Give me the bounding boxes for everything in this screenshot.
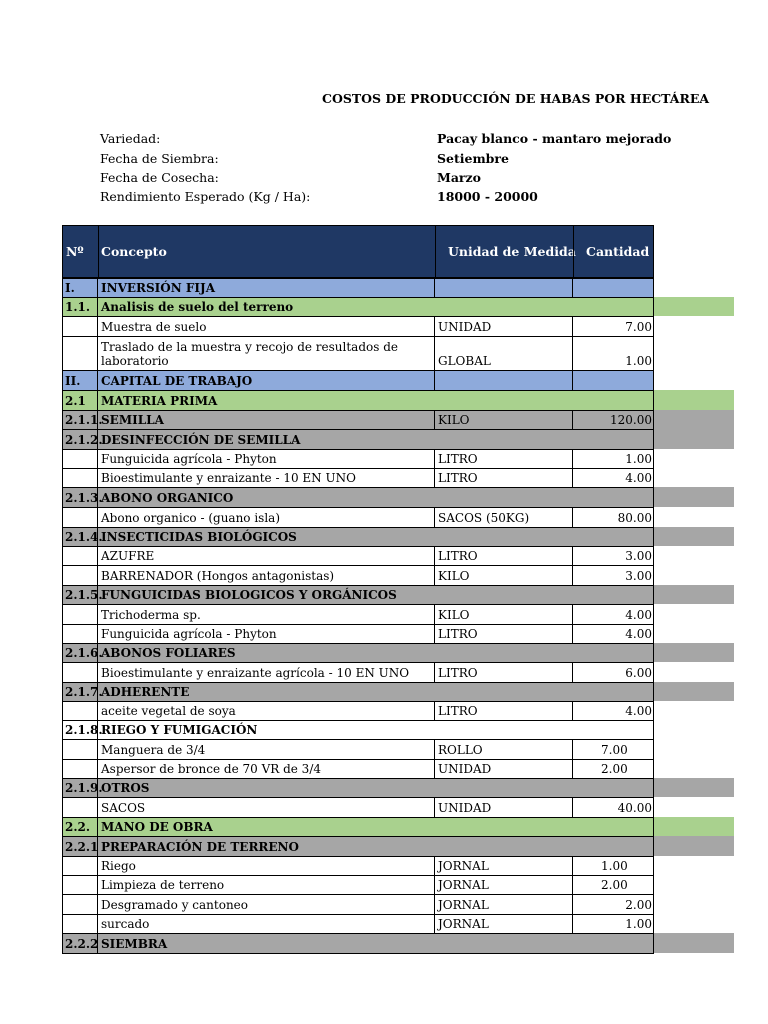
- page-title: COSTOS DE PRODUCCIÓN DE HABAS POR HECTÁREA: [322, 91, 710, 106]
- row-concept: ADHERENTE: [101, 685, 190, 699]
- row-number: 2.1.1.: [65, 413, 103, 427]
- row-quantity: 40.00: [617, 801, 652, 815]
- table-row: [62, 662, 654, 682]
- row-concept: SEMILLA: [101, 413, 164, 427]
- row-quantity: 6.00: [625, 666, 652, 680]
- row-quantity: 4.00: [625, 471, 652, 485]
- table-row: [62, 875, 654, 894]
- row-unit: ROLLO: [438, 743, 483, 757]
- table-row: [62, 507, 654, 527]
- row-number: I.: [65, 281, 75, 295]
- variety-label: Variedad:: [100, 131, 161, 146]
- row-quantity: 4.00: [625, 704, 652, 718]
- table-bottom-border: [62, 953, 654, 954]
- row-concept: Aspersor de bronce de 70 VR de 3/4: [101, 762, 321, 776]
- sowing-date-value: Setiembre: [437, 151, 509, 166]
- table-row: [62, 643, 734, 662]
- row-number: 2.2.1: [65, 840, 99, 854]
- row-quantity: 1.00: [625, 917, 652, 931]
- table-row: [62, 739, 654, 759]
- row-concept: aceite vegetal de soya: [101, 704, 236, 718]
- table-row: [62, 817, 734, 836]
- row-concept: Abono organico - (guano isla): [101, 511, 281, 525]
- row-unit: UNIDAD: [438, 320, 492, 334]
- row-concept: ABONO ORGANICO: [101, 491, 234, 505]
- table-row: [62, 546, 654, 565]
- table-row: [62, 759, 654, 778]
- sowing-date-label: Fecha de Siembra:: [100, 151, 219, 166]
- table-row: [62, 316, 654, 336]
- table-row: [62, 370, 654, 390]
- row-number: 2.1.7.: [65, 685, 103, 699]
- row-unit: LITRO: [438, 471, 478, 485]
- table-row: [62, 720, 654, 739]
- variety-value: Pacay blanco - mantaro mejorado: [437, 131, 672, 146]
- table-row: [62, 778, 734, 797]
- row-concept: INSECTICIDAS BIOLÓGICOS: [101, 530, 297, 544]
- row-quantity: 7.00: [601, 743, 628, 757]
- row-concept: Manguera de 3/4: [101, 743, 206, 757]
- row-concept: Muestra de suelo: [101, 320, 207, 334]
- row-number: 2.1.3.: [65, 491, 103, 505]
- row-unit: LITRO: [438, 452, 478, 466]
- row-unit: LITRO: [438, 549, 478, 563]
- row-unit: JORNAL: [438, 859, 489, 873]
- row-concept: Traslado de la muestra y recojo de resultados de laboratorio: [101, 340, 398, 368]
- row-concept: Trichoderma sp.: [101, 608, 201, 622]
- row-unit: LITRO: [438, 666, 478, 680]
- row-quantity: 4.00: [625, 608, 652, 622]
- row-quantity: 1.00: [601, 859, 628, 873]
- header-concept: Concepto: [101, 244, 167, 259]
- row-concept: BARRENADOR (Hongos antagonistas): [101, 569, 335, 583]
- row-concept: DESINFECCIÓN DE SEMILLA: [101, 433, 301, 447]
- table-row: [62, 682, 734, 701]
- row-unit: LITRO: [438, 627, 478, 641]
- table-row: [62, 449, 654, 468]
- header-num: Nº: [66, 244, 84, 259]
- table-row: [62, 856, 654, 875]
- table-row: [62, 701, 654, 720]
- row-concept: Bioestimulante y enraizante - 10 EN UNO: [101, 471, 356, 485]
- table-row: [62, 933, 734, 953]
- row-quantity: 7.00: [625, 320, 652, 334]
- row-number: 2.1: [65, 394, 86, 408]
- row-unit: LITRO: [438, 704, 478, 718]
- row-quantity: 1.00: [625, 354, 652, 368]
- row-concept: SACOS: [101, 801, 146, 815]
- row-concept: Riego: [101, 859, 136, 873]
- row-number: 2.1.6.: [65, 646, 103, 660]
- table-row: [62, 604, 654, 624]
- table-row: [62, 410, 734, 429]
- row-concept: Limpieza de terreno: [101, 878, 225, 892]
- table-row: [62, 336, 654, 370]
- row-unit: JORNAL: [438, 878, 489, 892]
- row-concept: Funguicida agrícola - Phyton: [101, 627, 277, 641]
- table-row: [62, 565, 654, 585]
- row-number: 2.1.5.: [65, 588, 103, 602]
- table-row: [62, 527, 734, 546]
- row-concept: OTROS: [101, 781, 150, 795]
- row-quantity: 1.00: [625, 452, 652, 466]
- row-unit: KILO: [438, 569, 470, 583]
- row-number: 2.1.2.: [65, 433, 103, 447]
- harvest-date-value: Marzo: [437, 170, 481, 185]
- row-concept: AZUFRE: [101, 549, 155, 563]
- row-number: 1.1.: [65, 300, 91, 314]
- row-concept: MANO DE OBRA: [101, 820, 213, 834]
- row-concept: Funguicida agrícola - Phyton: [101, 452, 277, 466]
- table-row: [62, 836, 734, 856]
- header-qty: Cantidad: [586, 244, 650, 259]
- row-unit: JORNAL: [438, 898, 489, 912]
- row-unit: KILO: [438, 413, 470, 427]
- table-row: [62, 278, 654, 297]
- row-quantity: 120.00: [610, 413, 652, 427]
- table-row: [62, 429, 734, 449]
- table-row: [62, 624, 654, 643]
- row-number: II.: [65, 374, 81, 388]
- row-quantity: 4.00: [625, 627, 652, 641]
- header-unit: Unidad de Medida: [448, 244, 576, 259]
- row-concept: SIEMBRA: [101, 937, 168, 951]
- row-concept: surcado: [101, 917, 150, 931]
- row-number: 2.2.2: [65, 937, 99, 951]
- row-unit: KILO: [438, 608, 470, 622]
- row-quantity: 3.00: [625, 549, 652, 563]
- table-row: [62, 468, 654, 487]
- row-unit: GLOBAL: [438, 354, 491, 368]
- table-row: [62, 894, 654, 914]
- row-number: 2.2.: [65, 820, 91, 834]
- row-concept: INVERSIÓN FIJA: [101, 281, 216, 295]
- row-number: 2.1.9.: [65, 781, 103, 795]
- row-concept: ABONOS FOLIARES: [101, 646, 236, 660]
- row-concept: Bioestimulante y enraizante agrícola - 10 EN UNO: [101, 666, 410, 680]
- row-quantity: 80.00: [617, 511, 652, 525]
- row-quantity: 2.00: [601, 762, 628, 776]
- row-quantity: 3.00: [625, 569, 652, 583]
- table-row: [62, 390, 734, 410]
- row-quantity: 2.00: [625, 898, 652, 912]
- table-row: [62, 585, 734, 604]
- row-concept: RIEGO Y FUMIGACIÓN: [101, 723, 258, 737]
- harvest-date-label: Fecha de Cosecha:: [100, 170, 219, 185]
- row-unit: UNIDAD: [438, 762, 492, 776]
- row-concept: FUNGUICIDAS BIOLOGICOS Y ORGÁNICOS: [101, 588, 397, 602]
- row-unit: JORNAL: [438, 917, 489, 931]
- table-row: [62, 914, 654, 933]
- row-unit: SACOS (50KG): [438, 511, 530, 525]
- row-unit: UNIDAD: [438, 801, 492, 815]
- expected-yield-value: 18000 - 20000: [437, 189, 538, 204]
- row-concept: CAPITAL DE TRABAJO: [101, 374, 253, 388]
- expected-yield-label: Rendimiento Esperado (Kg / Ha):: [100, 189, 311, 204]
- table-row: [62, 487, 734, 507]
- row-quantity: 2.00: [601, 878, 628, 892]
- row-concept: PREPARACIÓN DE TERRENO: [101, 840, 299, 854]
- row-concept: Analisis de suelo del terreno: [101, 300, 294, 314]
- table-row: [62, 797, 654, 817]
- row-concept: MATERIA PRIMA: [101, 394, 218, 408]
- row-number: 2.1.8.: [65, 723, 103, 737]
- table-row: [62, 297, 734, 316]
- row-concept: Desgramado y cantoneo: [101, 898, 249, 912]
- row-number: 2.1.4.: [65, 530, 103, 544]
